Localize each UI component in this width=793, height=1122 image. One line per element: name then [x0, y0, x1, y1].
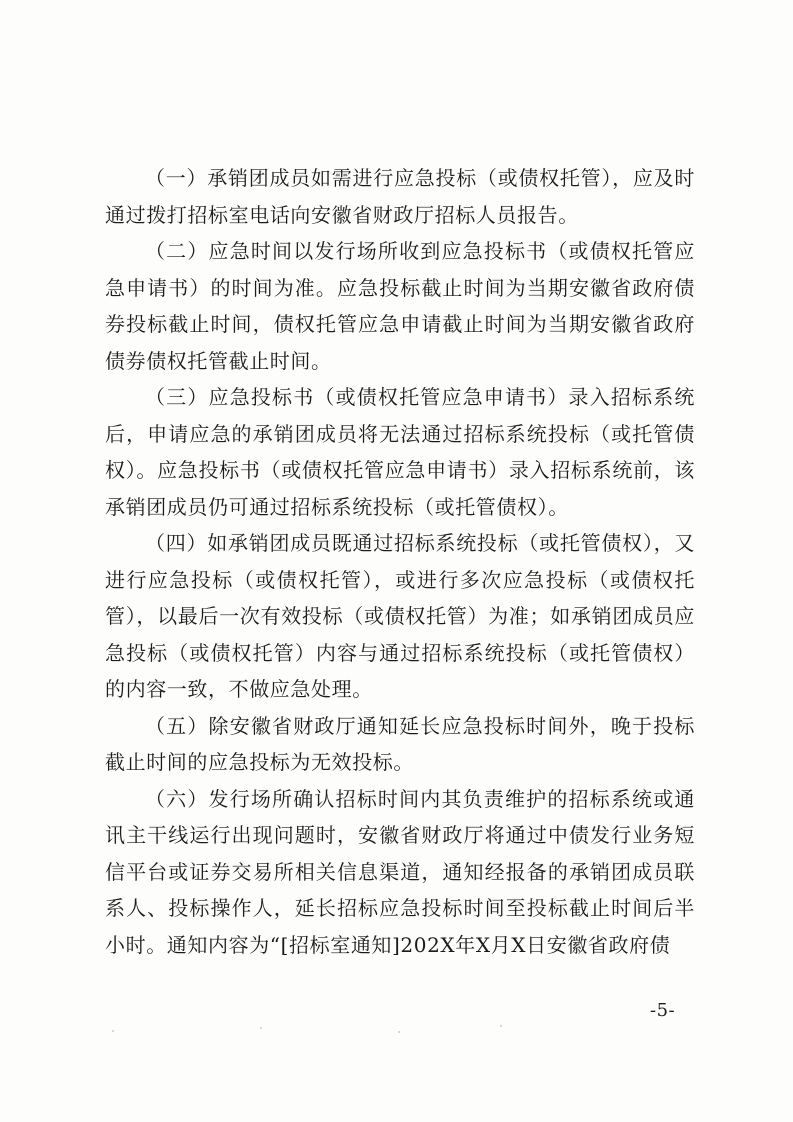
paragraph-6: （六）发行场所确认招标时间内其负责维护的招标系统或通讯主干线运行出现问题时，安徽省财政厅将通过中债发行业务短信平台或证券交易所相关信息渠道，通知经报备的承销团成员联系人、投标操作人，延长招标应急投标时间至投标截止时间后半小时。通知内容为“[招标室通知]202X年X月X日安徽省政府债	[105, 786, 695, 957]
paragraph-1: （一）承销团成员如需进行应急投标（或债权托管），应及时通过拨打招标室电话向安徽省财政厅招标人员报告。	[105, 166, 695, 227]
paragraph-5: （五）除安徽省财政厅通知延长应急投标时间外，晚于投标截止时间的应急投标为无效投标。	[105, 713, 695, 774]
scan-speck	[260, 1027, 262, 1029]
scan-speck	[398, 1031, 400, 1033]
paragraph-2: （二）应急时间以发行场所收到应急投标书（或债权托管应急申请书）的时间为准。应急投标截止时间为当期安徽省政府债券投标截止时间，债权托管应急申请截止时间为当期安徽省政府债券债权托管截止时间。	[105, 239, 695, 373]
page-number: -5-	[650, 1000, 676, 1021]
paragraph-4: （四）如承销团成员既通过招标系统投标（或托管债权），又进行应急投标（或债权托管），或进行多次应急投标（或债权托管），以最后一次有效投标（或债权托管）为准；如承销团成员应急投标（或债权托管）内容与通过招标系统投标（或托管债权）的内容一致，不做应急处理。	[105, 531, 695, 701]
body-text	[105, 160, 695, 963]
scan-speck	[500, 1025, 502, 1027]
paragraph-3: （三）应急投标书（或债权托管应急申请书）录入招标系统后，申请应急的承销团成员将无法通过招标系统投标（或托管债权）。应急投标书（或债权托管应急申请书）录入招标系统前，该承销团成员仍可通过招标系统投标（或托管债权）。	[105, 385, 695, 519]
scan-speck	[112, 1030, 114, 1032]
